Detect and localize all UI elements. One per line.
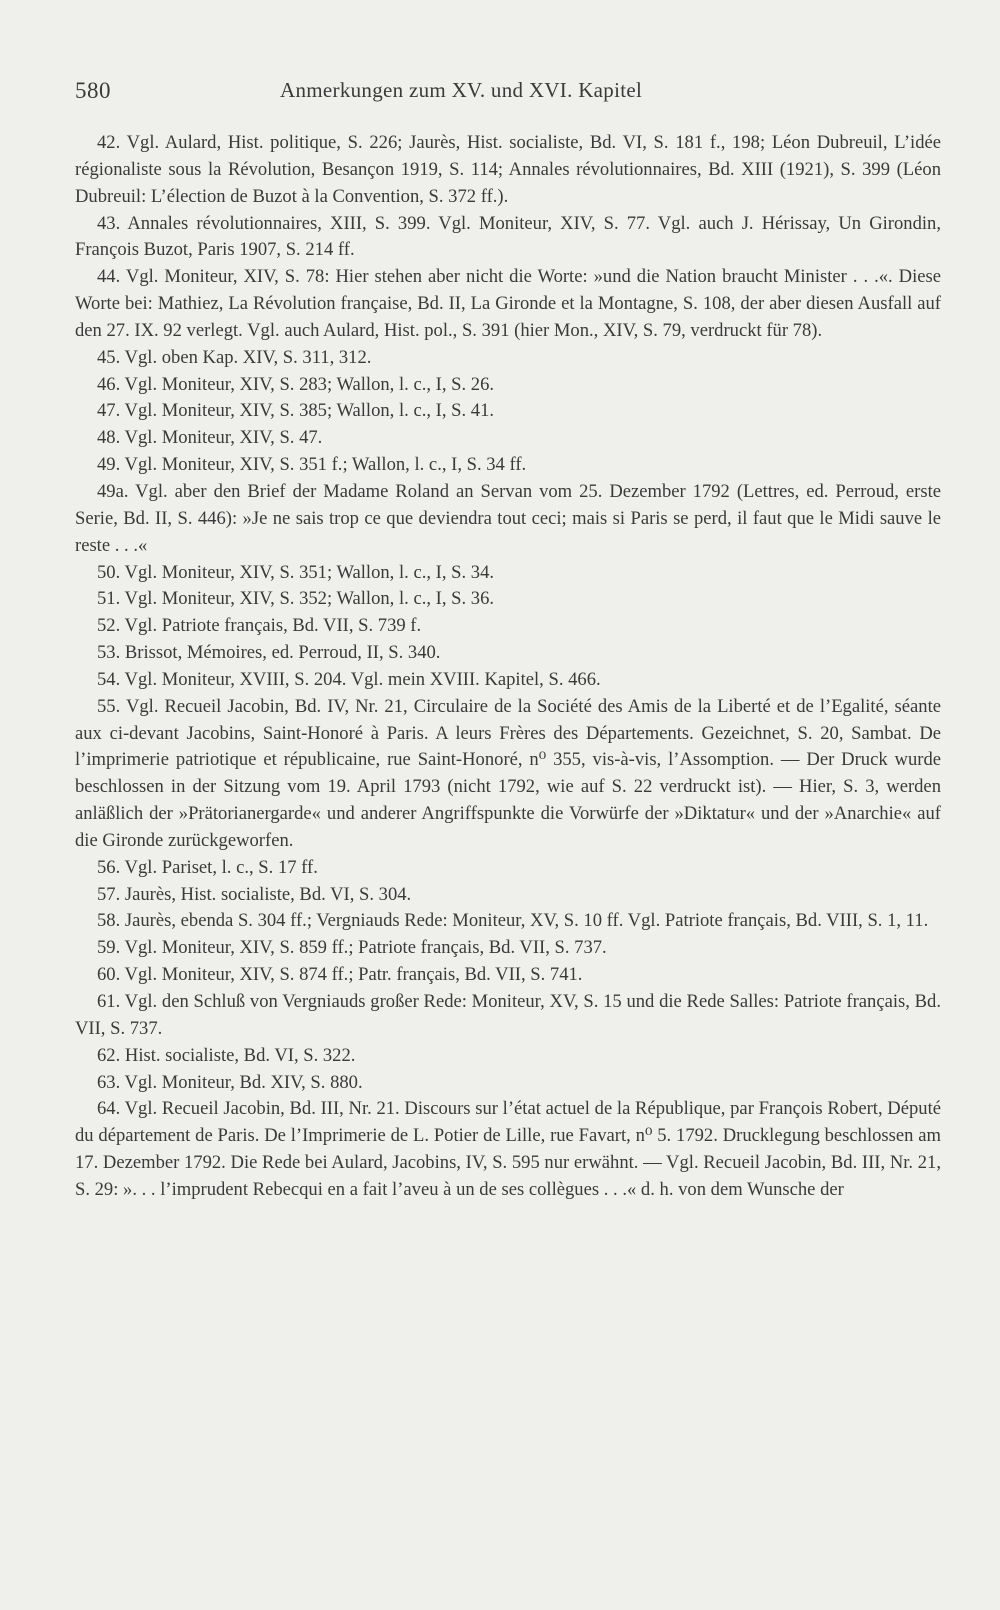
- note-52: 52. Vgl. Patriote français, Bd. VII, S. 739 f.: [97, 615, 422, 637]
- endnotes: [75, 130, 941, 1204]
- note-62: 62. Hist. socialiste, Bd. VI, S. 322.: [97, 1044, 356, 1066]
- page-number: 580: [75, 78, 111, 103]
- note-46: 46. Vgl. Moniteur, XIV, S. 283; Wallon, l. c., I, S. 26.: [97, 373, 495, 395]
- note-61: 61. Vgl. den Schluß von Vergniauds großer Rede: Moniteur, XV, S. 15 und die Rede Salles: Patriote français, Bd. VII, S. 737.: [75, 991, 941, 1039]
- note-51: 51. Vgl. Moniteur, XIV, S. 352; Wallon, l. c., I, S. 36.: [97, 588, 495, 610]
- note-57: 57. Jaurès, Hist. socialiste, Bd. VI, S. 304.: [97, 883, 412, 905]
- note-55: 55. Vgl. Recueil Jacobin, Bd. IV, Nr. 21, Circulaire de la Société des Amis de la Liberté et de l’Egalité, séante aux ci-devant Jacobins, Saint-Honoré à Paris. A leurs Frères des Départements. Gezeichnet, S. 20, Sambat. De l’imprimerie patriotique et républicaine, rue Saint-Honoré, n⁰ 355, vis-à-vis, l’Assomption. — Der Druck wurde beschlossen in der Sitzung vom 19. April 1793 (nicht 1792, wie auf S. 22 verdruckt ist). — Hier, S. 3, werden anläßlich der »Prätorianergarde« und anderer Angriffspunkte die Vorwürfe der »Diktatur« und der »Anarchie« auf die Gironde zurückgeworfen.: [75, 695, 941, 851]
- note-49: 49. Vgl. Moniteur, XIV, S. 351 f.; Wallon, l. c., I, S. 34 ff.: [97, 454, 527, 476]
- note-63: 63. Vgl. Moniteur, Bd. XIV, S. 880.: [97, 1071, 363, 1093]
- note-59: 59. Vgl. Moniteur, XIV, S. 859 ff.; Patriote français, Bd. VII, S. 737.: [97, 937, 607, 959]
- note-48: 48. Vgl. Moniteur, XIV, S. 47.: [97, 427, 323, 449]
- running-title: Anmerkungen zum XV. und XVI. Kapitel: [280, 78, 643, 102]
- note-45: 45. Vgl. oben Kap. XIV, S. 311, 312.: [97, 346, 372, 368]
- note-44: 44. Vgl. Moniteur, XIV, S. 78: Hier stehen aber nicht die Worte: »und die Nation braucht Minister . . .«. Diese Worte bei: Mathiez, La Révolution française, Bd. II, La Gironde et la Montagne, S. 108, der aber diesen Ausfall auf den 27. IX. 92 verlegt. Vgl. auch Aulard, Hist. pol., S. 391 (hier Mon., XIV, S. 79, verdruckt für 78).: [75, 266, 941, 341]
- note-64: 64. Vgl. Recueil Jacobin, Bd. III, Nr. 21. Discours sur l’état actuel de la République, par François Robert, Député du département de Paris. De l’Imprimerie de L. Potier de Lille, rue Favart, n⁰ 5. 1792. Drucklegung beschlossen am 17. Dezember 1792. Die Rede bei Aulard, Jacobins, IV, S. 595 nur erwähnt. — Vgl. Recueil Jacobin, Bd. III, Nr. 21, S. 29: ». . . l’imprudent Rebecqui en a fait l’aveu à un de ses collègues . . .« d. h. von dem Wunsche der: [75, 1098, 941, 1200]
- note-53: 53. Brissot, Mémoires, ed. Perroud, II, S. 340.: [97, 642, 441, 664]
- note-50: 50. Vgl. Moniteur, XIV, S. 351; Wallon, l. c., I, S. 34.: [97, 561, 495, 583]
- note-54: 54. Vgl. Moniteur, XVIII, S. 204. Vgl. mein XVIII. Kapitel, S. 466.: [97, 668, 601, 690]
- note-49a: 49a. Vgl. aber den Brief der Madame Roland an Servan vom 25. Dezember 1792 (Lettres, ed. Perroud, erste Serie, Bd. II, S. 446): »Je ne sais trop ce que deviendra tout ceci; mais si Paris se perd, il faut que le Midi sauve le reste . . .«: [75, 480, 941, 556]
- note-56: 56. Vgl. Pariset, l. c., S. 17 ff.: [97, 856, 318, 878]
- page-header: [75, 78, 935, 108]
- note-58: 58. Jaurès, ebenda S. 304 ff.; Vergniauds Rede: Moniteur, XV, S. 10 ff. Vgl. Patriote français, Bd. VIII, S. 1, 11.: [97, 910, 929, 932]
- note-60: 60. Vgl. Moniteur, XIV, S. 874 ff.; Patr. français, Bd. VII, S. 741.: [97, 964, 583, 986]
- note-43: 43. Annales révolutionnaires, XIII, S. 399. Vgl. Moniteur, XIV, S. 77. Vgl. auch J. Hérissay, Un Girondin, François Buzot, Paris 1907, S. 214 ff.: [75, 212, 941, 261]
- note-47: 47. Vgl. Moniteur, XIV, S. 385; Wallon, l. c., I, S. 41.: [97, 400, 495, 422]
- note-42: 42. Vgl. Aulard, Hist. politique, S. 226; Jaurès, Hist. socialiste, Bd. VI, S. 181 f., 198; Léon Dubreuil, L’idée régionaliste sous la Révolution, Besançon 1919, S. 114; Annales révolutionnaires, Bd. XIII (1921), S. 399 (Léon Dubreuil: L’élection de Buzot à la Convention, S. 372 ff.).: [75, 132, 941, 207]
